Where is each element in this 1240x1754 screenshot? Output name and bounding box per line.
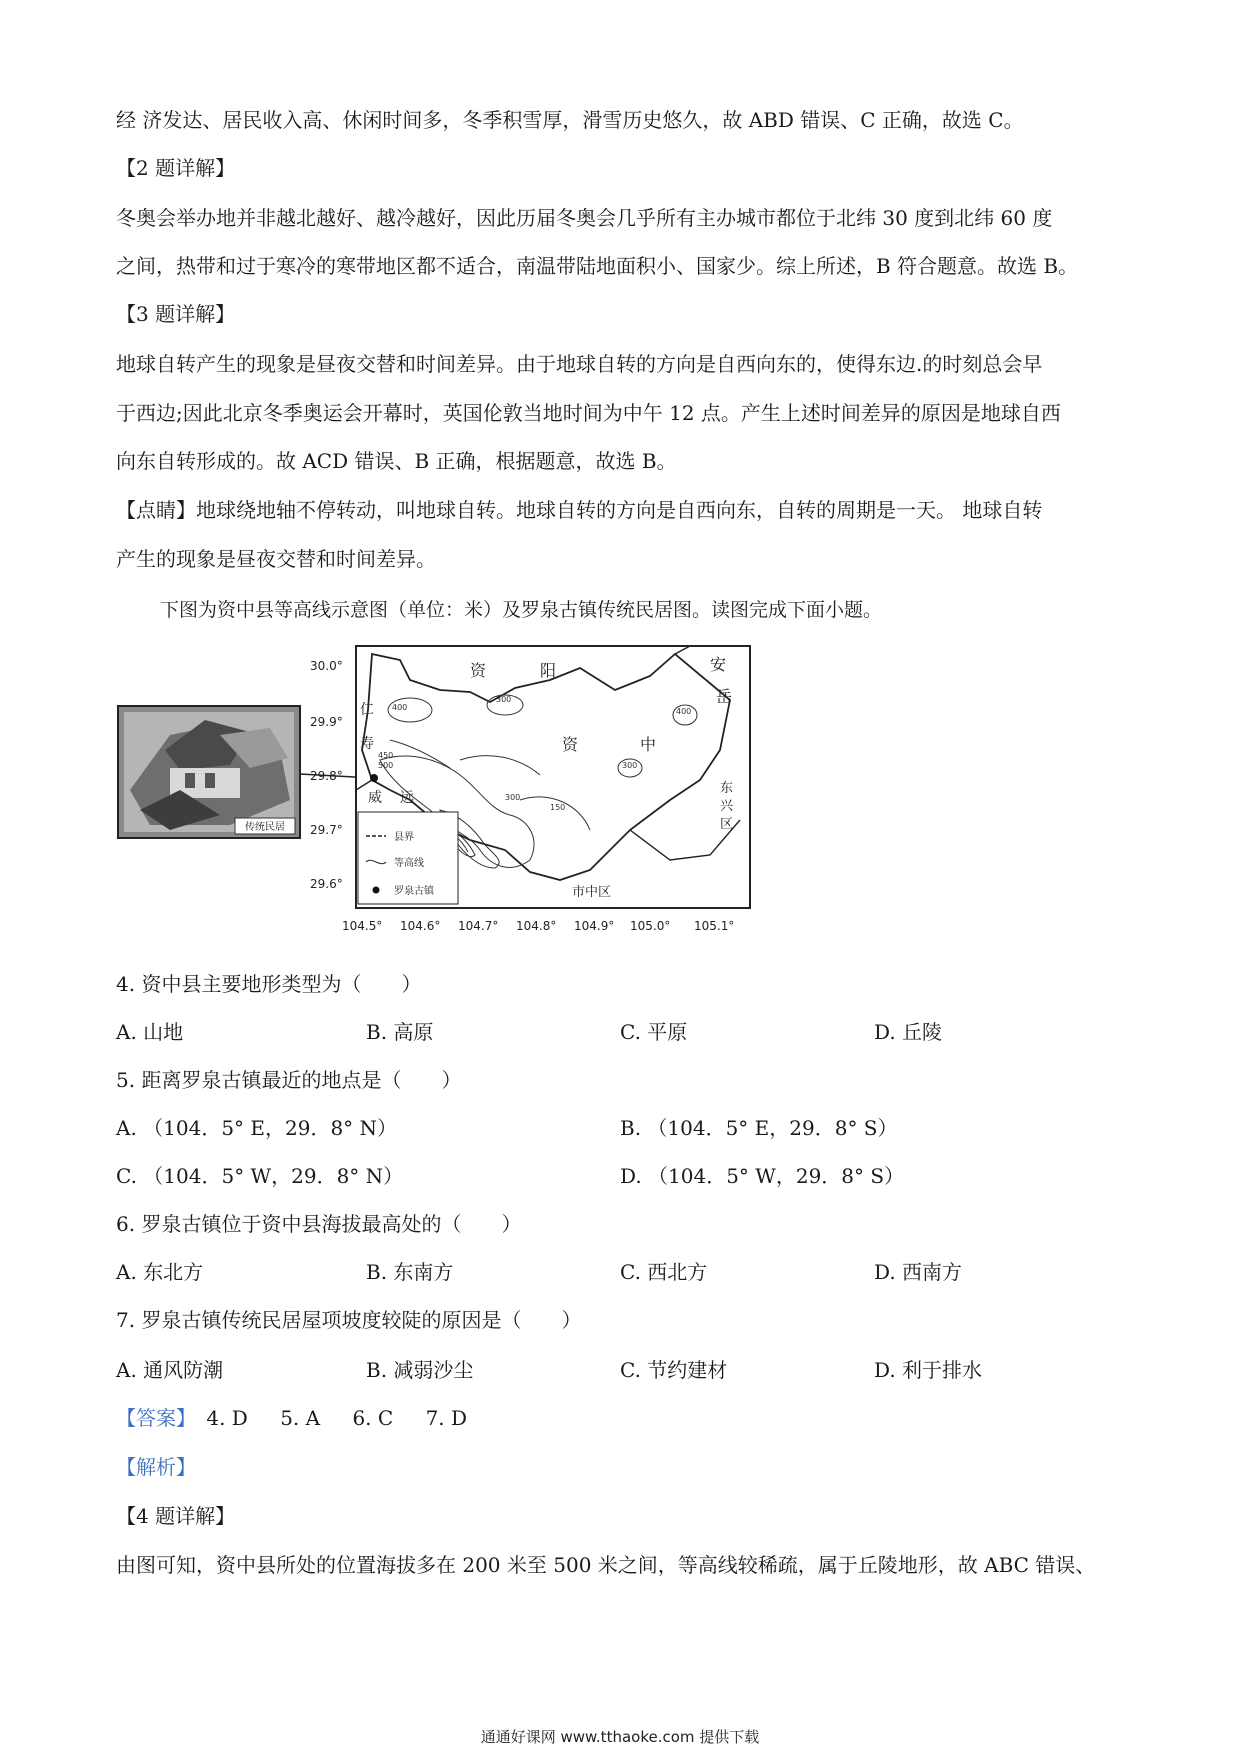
lon-label: 105.1° xyxy=(694,919,735,933)
contour-label: 400 xyxy=(392,703,408,712)
option: B. 高原 xyxy=(366,1020,434,1044)
option: A. 山地 xyxy=(116,1020,184,1044)
answer-item: 7. D xyxy=(425,1406,468,1430)
answer-line xyxy=(116,1404,1136,1432)
analysis-label: 【解析】 xyxy=(116,1455,196,1479)
text-line: 冬奥会举办地并非越北越好、越冷越好，因此历届冬奥会几乎所有主办城市都位于北纬 30 度到北纬 60 度 xyxy=(116,206,1053,230)
luoquan-town-marker xyxy=(370,774,378,782)
region-label: 资 xyxy=(470,661,487,680)
section-heading: 【4 题详解】 xyxy=(116,1504,236,1528)
section-heading: 【2 题详解】 xyxy=(116,156,236,180)
question-stem: 4. 资中县主要地形类型为（ ） xyxy=(116,972,422,996)
legend-item: 罗泉古镇 xyxy=(394,886,434,897)
lon-label: 104.8° xyxy=(516,919,557,933)
answer-label: 【答案】 xyxy=(116,1406,196,1430)
text-line: 【点睛】地球绕地轴不停转动，叫地球自转。地球自转的方向是自西向东，自转的周期是一天。 地球自转 xyxy=(116,498,1043,522)
region-label: 中 xyxy=(640,735,657,754)
option: D. 丘陵 xyxy=(874,1020,943,1044)
text-line: 产生的现象是昼夜交替和时间差异。 xyxy=(116,547,436,571)
option: C. （104．5° W，29．8° N） xyxy=(116,1164,404,1188)
region-label: 东 xyxy=(720,781,734,796)
lon-label: 104.9° xyxy=(574,919,615,933)
text-line: 向东自转形成的。故 ACD 错误、B 正确，根据题意，故选 B。 xyxy=(116,449,677,473)
text-line: 由图可知，资中县所处的位置海拔多在 200 米至 500 米之间，等高线较稀疏，属于丘陵地形，故 ABC 错误、 xyxy=(116,1553,1096,1577)
lat-label: 30.0° xyxy=(310,659,343,673)
page-footer: 通通好课网 www.tthaoke.com 提供下载 xyxy=(480,1728,760,1746)
contour-label: 450 xyxy=(378,751,394,760)
photo-label: 传统民居 xyxy=(245,822,285,833)
option: C. 节约建材 xyxy=(620,1358,728,1382)
option: D. 西南方 xyxy=(874,1260,963,1284)
region-label: 市中区 xyxy=(572,885,612,900)
lon-label: 105.0° xyxy=(630,919,671,933)
contour-label: 400 xyxy=(676,707,692,716)
section-heading: 【3 题详解】 xyxy=(116,302,236,326)
answer-item: 6. C xyxy=(352,1406,394,1430)
text-line: 地球自转产生的现象是昼夜交替和时间差异。由于地球自转的方向是自西向东的，使得东边.的时刻总会早 xyxy=(116,352,1043,376)
text-line: 于西边;因此北京冬季奥运会开幕时，英国伦敦当地时间为中午 12 点。产生上述时间差异的原因是地球自西 xyxy=(116,401,1061,425)
lon-label: 104.6° xyxy=(400,919,441,933)
lat-label: 29.8° xyxy=(310,769,343,783)
contour-map xyxy=(310,646,750,933)
option: D. （104．5° W，29．8° S） xyxy=(620,1164,905,1188)
contour-label: 150 xyxy=(550,803,566,812)
region-label: 寿 xyxy=(360,736,374,752)
option: D. 利于排水 xyxy=(874,1358,983,1382)
option: B. 东南方 xyxy=(366,1260,454,1284)
option: A. 通风防潮 xyxy=(116,1358,224,1382)
question-stem: 7. 罗泉古镇传统民居屋项坡度较陡的原因是（ ） xyxy=(116,1308,582,1332)
question-stem: 6. 罗泉古镇位于资中县海拔最高处的（ ） xyxy=(116,1212,522,1236)
region-label: 威 xyxy=(368,790,382,806)
option: A. 东北方 xyxy=(116,1260,204,1284)
figure-intro: 下图为资中县等高线示意图（单位：米）及罗泉古镇传统民居图。读图完成下面小题。 xyxy=(160,599,883,621)
region-label: 安 xyxy=(710,655,727,674)
option: C. 平原 xyxy=(620,1020,688,1044)
region-label: 阳 xyxy=(540,661,557,680)
answer-item: 5. A xyxy=(280,1406,321,1430)
option: B. （104．5° E，29．8° S） xyxy=(620,1116,898,1140)
contour-label: 500 xyxy=(378,761,394,770)
text-line: 经 济发达、居民收入高、休闲时间多，冬季积雪厚，滑雪历史悠久，故 ABD 错误、C 正确，故选 C。 xyxy=(116,108,1024,132)
region-label: 兴 xyxy=(720,799,734,814)
legend-item: 等高线 xyxy=(394,858,424,869)
option: B. 减弱沙尘 xyxy=(366,1358,474,1382)
option: C. 西北方 xyxy=(620,1260,708,1284)
region-label: 区 xyxy=(720,817,734,832)
region-label: 远 xyxy=(400,790,414,806)
contour-label: 300 xyxy=(496,695,512,704)
contour-label: 300 xyxy=(622,761,638,770)
text-line: 之间，热带和过于寒冷的寒带地区都不适合，南温带陆地面积小、国家少。综上所述，B 符合题意。故选 B。 xyxy=(116,254,1079,278)
region-label: 岳 xyxy=(716,687,733,706)
lat-label: 29.6° xyxy=(310,877,343,891)
lon-label: 104.7° xyxy=(458,919,499,933)
lat-label: 29.7° xyxy=(310,823,343,837)
map-legend xyxy=(358,812,458,904)
region-label: 仁 xyxy=(360,702,374,718)
lat-label: 29.9° xyxy=(310,715,343,729)
option: A. （104．5° E，29．8° N） xyxy=(116,1116,398,1140)
legend-item: 县界 xyxy=(394,832,414,843)
lon-label: 104.5° xyxy=(342,919,383,933)
figure xyxy=(110,640,780,960)
question-stem: 5. 距离罗泉古镇最近的地点是（ ） xyxy=(116,1068,462,1092)
contour-label: 300 xyxy=(505,793,521,802)
dwelling-photo xyxy=(118,706,300,838)
answer-item: 4. D xyxy=(206,1406,248,1430)
region-label: 资 xyxy=(562,735,579,754)
